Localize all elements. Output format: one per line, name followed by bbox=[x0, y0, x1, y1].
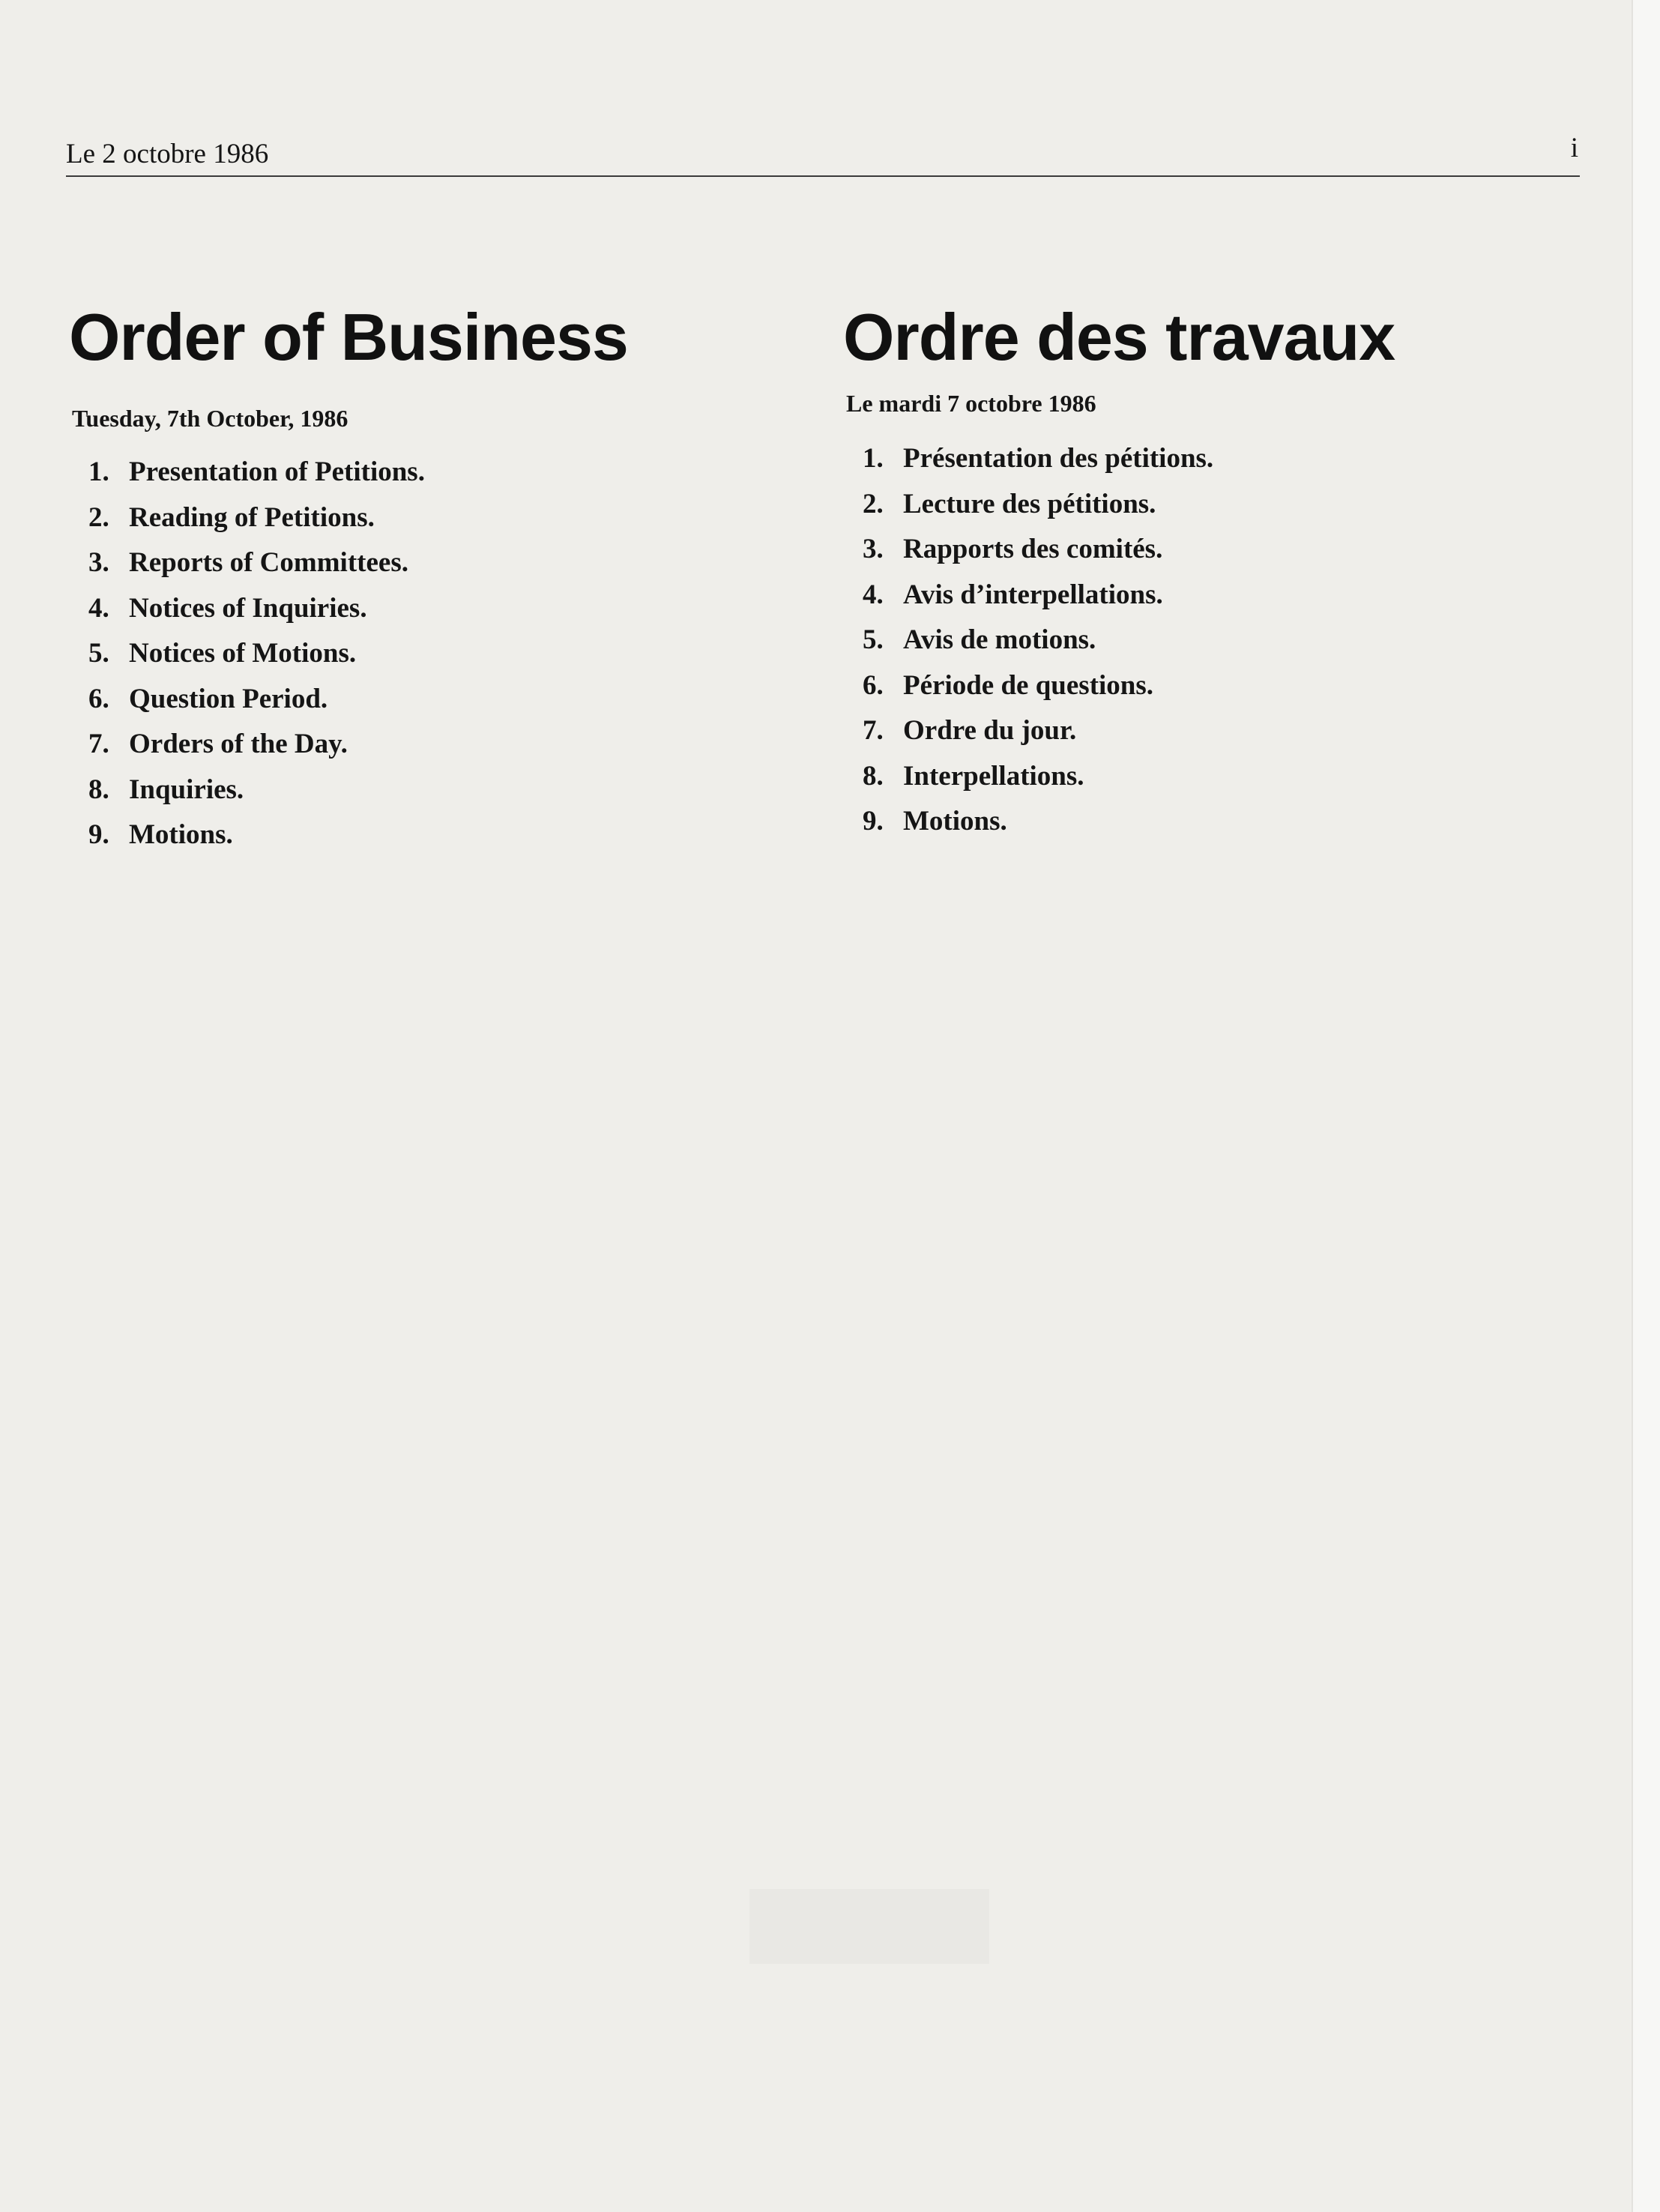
item-label: Présentation des pétitions. bbox=[903, 443, 1214, 474]
item-number: 8. bbox=[88, 774, 109, 805]
item-number: 8. bbox=[863, 760, 884, 792]
item-label: Orders of the Day. bbox=[129, 729, 348, 759]
list-item bbox=[88, 722, 425, 768]
list-item bbox=[863, 799, 1213, 845]
item-number: 7. bbox=[863, 715, 884, 746]
item-label: Reading of Petitions. bbox=[129, 501, 375, 533]
list-item bbox=[88, 495, 425, 541]
list-item bbox=[863, 618, 1213, 663]
item-label: Reports of Committees. bbox=[129, 547, 408, 578]
page-number: i bbox=[1570, 133, 1578, 163]
show-through-heading bbox=[749, 1889, 989, 1964]
item-number: 9. bbox=[863, 806, 884, 837]
french-column bbox=[843, 300, 1593, 837]
item-number: 2. bbox=[863, 488, 884, 519]
item-label: Notices of Motions. bbox=[129, 638, 357, 669]
list-item bbox=[863, 708, 1213, 754]
item-label: Motions. bbox=[129, 819, 233, 850]
english-date: Tuesday, 7th October, 1986 bbox=[72, 405, 348, 432]
item-number: 3. bbox=[88, 547, 109, 578]
page-edge bbox=[1632, 0, 1660, 2212]
item-number: 6. bbox=[863, 669, 884, 701]
list-item bbox=[88, 450, 425, 495]
list-item bbox=[88, 631, 425, 677]
item-number: 7. bbox=[88, 729, 109, 759]
item-label: Période de questions. bbox=[903, 669, 1154, 701]
item-number: 4. bbox=[863, 579, 884, 610]
item-label: Rapports des comités. bbox=[903, 534, 1163, 564]
list-item bbox=[88, 586, 425, 632]
item-number: 5. bbox=[88, 638, 109, 669]
item-number: 4. bbox=[88, 592, 109, 624]
french-date: Le mardi 7 octobre 1986 bbox=[846, 390, 1096, 417]
list-item bbox=[88, 677, 425, 723]
list-item bbox=[863, 436, 1213, 482]
item-label: Avis d’interpellations. bbox=[903, 579, 1163, 610]
item-label: Notices of Inquiries. bbox=[129, 592, 367, 624]
list-item bbox=[88, 813, 425, 858]
english-order-list bbox=[88, 450, 425, 858]
french-title: Ordre des travaux bbox=[843, 300, 1395, 374]
item-label: Inquiries. bbox=[129, 774, 244, 805]
item-number: 6. bbox=[88, 683, 109, 714]
item-label: Lecture des pétitions. bbox=[903, 488, 1156, 519]
item-number: 9. bbox=[88, 819, 109, 850]
item-number: 3. bbox=[863, 534, 884, 564]
english-column bbox=[69, 300, 818, 850]
list-item bbox=[863, 663, 1213, 709]
item-label: Ordre du jour. bbox=[903, 715, 1077, 746]
list-item bbox=[863, 754, 1213, 800]
header-date: Le 2 octobre 1986 bbox=[66, 139, 269, 169]
item-label: Presentation of Petitions. bbox=[129, 456, 425, 487]
item-label: Question Period. bbox=[129, 683, 328, 714]
item-label: Motions. bbox=[903, 806, 1007, 837]
item-number: 1. bbox=[88, 456, 109, 487]
page-header bbox=[66, 132, 1580, 177]
item-number: 5. bbox=[863, 624, 884, 655]
item-label: Interpellations. bbox=[903, 760, 1084, 792]
english-title: Order of Business bbox=[69, 300, 628, 374]
list-item bbox=[863, 482, 1213, 528]
list-item bbox=[863, 573, 1213, 618]
list-item bbox=[88, 768, 425, 813]
item-label: Avis de motions. bbox=[903, 624, 1096, 655]
list-item bbox=[863, 527, 1213, 573]
french-order-list bbox=[863, 436, 1213, 845]
list-item bbox=[88, 540, 425, 586]
item-number: 1. bbox=[863, 443, 884, 474]
item-number: 2. bbox=[88, 501, 109, 533]
